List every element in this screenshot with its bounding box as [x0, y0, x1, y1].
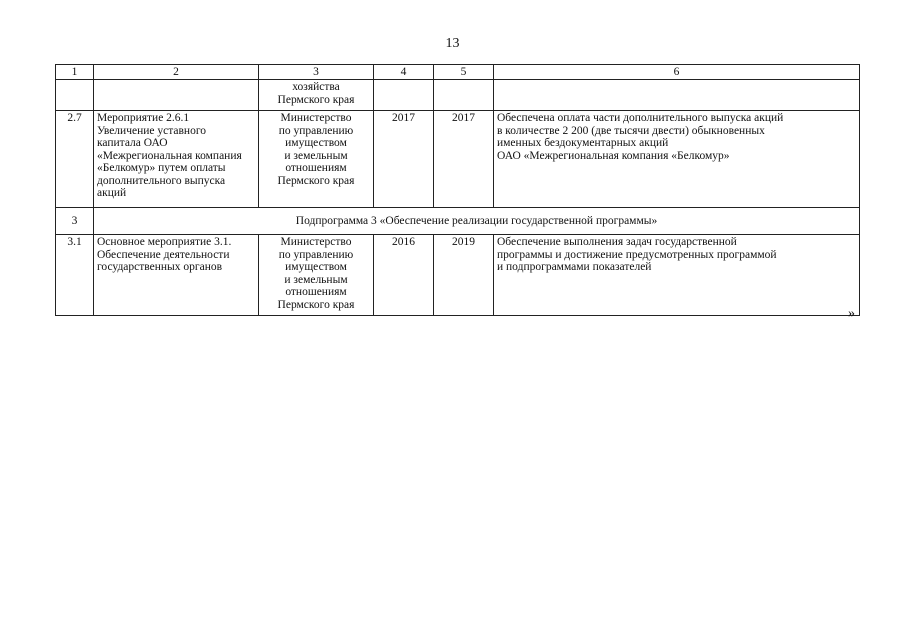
cell-num: 3.1: [56, 235, 94, 316]
cell-executor: Министерство по управлению имуществом и земельным отношениям Пермского края: [259, 111, 374, 208]
cell-name: Мероприятие 2.6.1 Увеличение уставного капитала ОАО «Межрегиональная компания «Белкомур» путем оплаты дополнительного выпуска акций: [94, 111, 259, 208]
cell-end-year: 2017: [434, 111, 494, 208]
cell-result: Обеспечена оплата части дополнительного выпуска акций в количестве 2 200 (две тысячи двести) обыкновенных именных бездокументарных акций ОАО «Межрегиональная компания «Белкомур»: [494, 111, 860, 208]
header-col-2: 2: [94, 65, 259, 80]
cell-executor: хозяйства Пермского края: [259, 80, 374, 111]
cell-result: [494, 80, 860, 111]
cell-end-year: [434, 80, 494, 111]
header-col-3: 3: [259, 65, 374, 80]
cell-start-year: [374, 80, 434, 111]
header-col-1: 1: [56, 65, 94, 80]
page-number: 13: [445, 36, 460, 51]
header-col-5: 5: [434, 65, 494, 80]
header-col-4: 4: [374, 65, 434, 80]
header-col-6: 6: [494, 65, 860, 80]
cell-num: 3: [56, 208, 94, 235]
cell-end-year: 2019: [434, 235, 494, 316]
cell-executor: Министерство по управлению имуществом и земельным отношениям Пермского края: [259, 235, 374, 316]
cell-result: Обеспечение выполнения задач государственной программы и достижение предусмотренных программой и подпрограммами показателей: [494, 235, 860, 316]
table-row-subprogram-3: [56, 208, 860, 235]
cell-num: 2.7: [56, 111, 94, 208]
cell-name: Основное мероприятие 3.1. Обеспечение деятельности государственных органов: [94, 235, 259, 316]
cell-num: [56, 80, 94, 111]
cell-name: [94, 80, 259, 111]
cell-start-year: 2016: [374, 235, 434, 316]
table-header-row: [56, 65, 860, 80]
table-row-3-1: [56, 235, 860, 316]
cell-start-year: 2017: [374, 111, 434, 208]
subprogram-title: Подпрограмма 3 «Обеспечение реализации государственной программы»: [94, 208, 860, 235]
closing-quote-mark: »: [848, 306, 855, 321]
table-row-continuation: [56, 80, 860, 111]
table-row-2-7: [56, 111, 860, 208]
measures-table: [55, 64, 860, 316]
